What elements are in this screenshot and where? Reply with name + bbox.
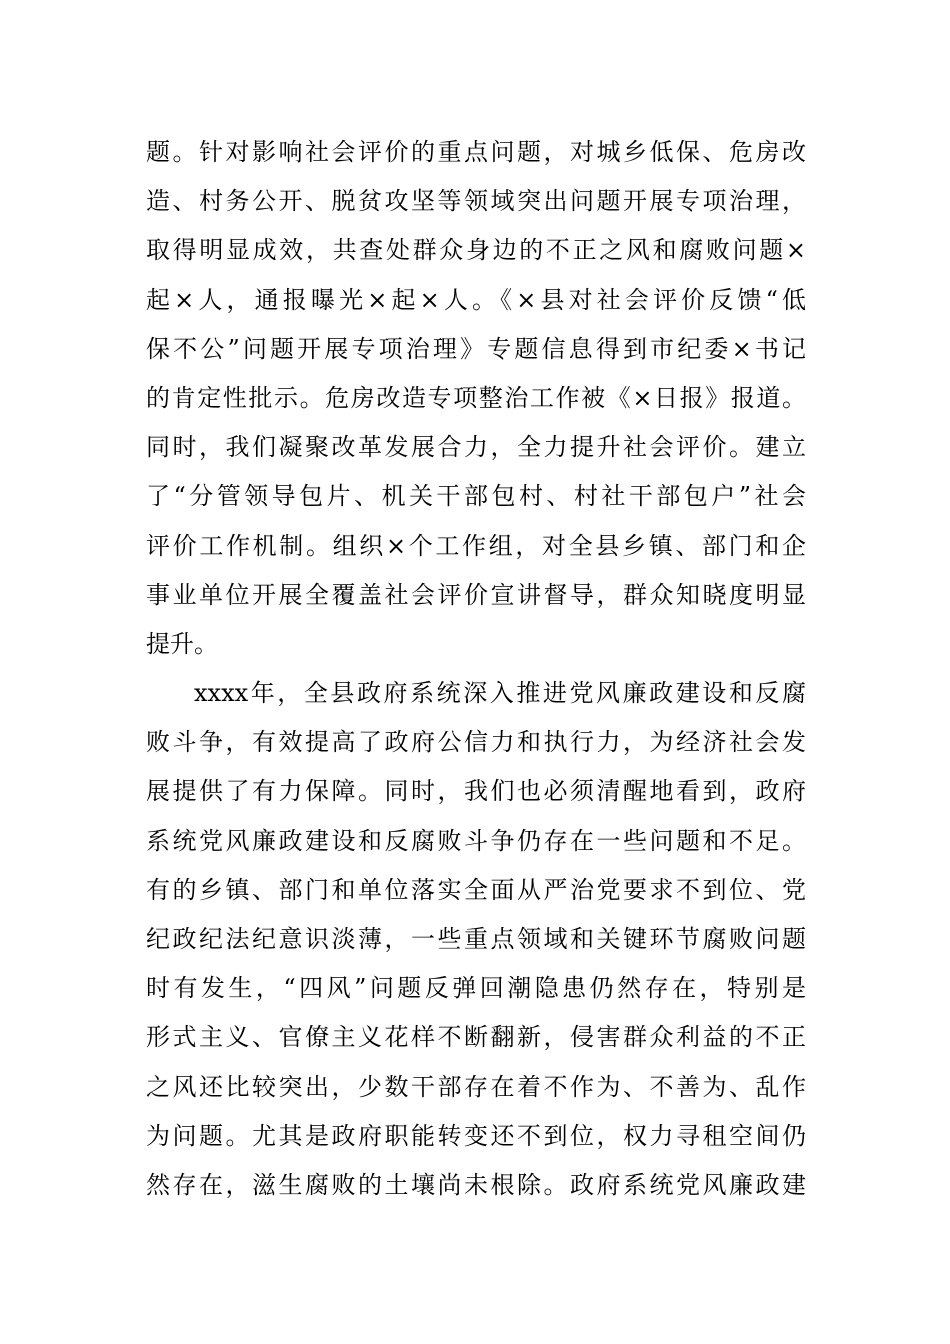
text-line: 形式主义、官僚主义花样不断翻新，侵害群众利益的不正: [146, 1023, 806, 1052]
text-line: 造、村务公开、脱贫攻坚等领域突出问题开展专项治理，: [146, 187, 806, 216]
text-line: 有的乡镇、部门和单位落实全面从严治党要求不到位、党: [146, 875, 806, 904]
text-line: 题。针对影响社会评价的重点问题，对城乡低保、危房改: [146, 138, 806, 166]
text-line: 事业单位开展全覆盖社会评价宣讲督导，群众知晓度明显: [146, 580, 806, 609]
paragraph: [146, 669, 806, 1210]
paragraph: [146, 128, 806, 669]
text-line: 起×人，通报曝光×起×人。《×县对社会评价反馈“低: [146, 285, 806, 314]
text-line: 了“分管领导包片、机关干部包村、村社干部包户”社会: [146, 482, 806, 511]
text-line: 系统党风廉政建设和反腐败斗争仍存在一些问题和不足。: [146, 826, 806, 855]
text-line: 的肯定性批示。危房改造专项整治工作被《×日报》报道。: [146, 383, 806, 412]
text-line: 评价工作机制。组织×个工作组，对全县乡镇、部门和企: [146, 531, 806, 560]
text-line: 然存在，滋生腐败的土壤尚未根除。政府系统党风廉政建: [146, 1170, 806, 1199]
text-line: 展提供了有力保障。同时，我们也必须清醒地看到，政府: [146, 777, 806, 806]
text-line: 败斗争，有效提高了政府公信力和执行力，为经济社会发: [146, 728, 806, 757]
text-line: xxxx年，全县政府系统深入推进党风廉政建设和反腐: [194, 679, 806, 708]
text-line: 同时，我们凝聚改革发展合力，全力提升社会评价。建立: [146, 433, 806, 462]
text-line: 为问题。尤其是政府职能转变还不到位，权力寻租空间仍: [146, 1121, 806, 1150]
text-line: 保不公”问题开展专项治理》专题信息得到市纪委×书记: [146, 334, 806, 363]
text-line: 之风还比较突出，少数干部存在着不作为、不善为、乱作: [146, 1072, 806, 1101]
text-line: 提升。: [146, 629, 218, 658]
text-line: 纪政纪法纪意识淡薄，一些重点领域和关键环节腐败问题: [146, 925, 806, 953]
body-text: [146, 128, 806, 1210]
text-line: 时有发生，“四风”问题反弹回潮隐患仍然存在，特别是: [146, 974, 806, 1003]
text-line: 取得明显成效，共查处群众身边的不正之风和腐败问题×: [146, 236, 806, 265]
